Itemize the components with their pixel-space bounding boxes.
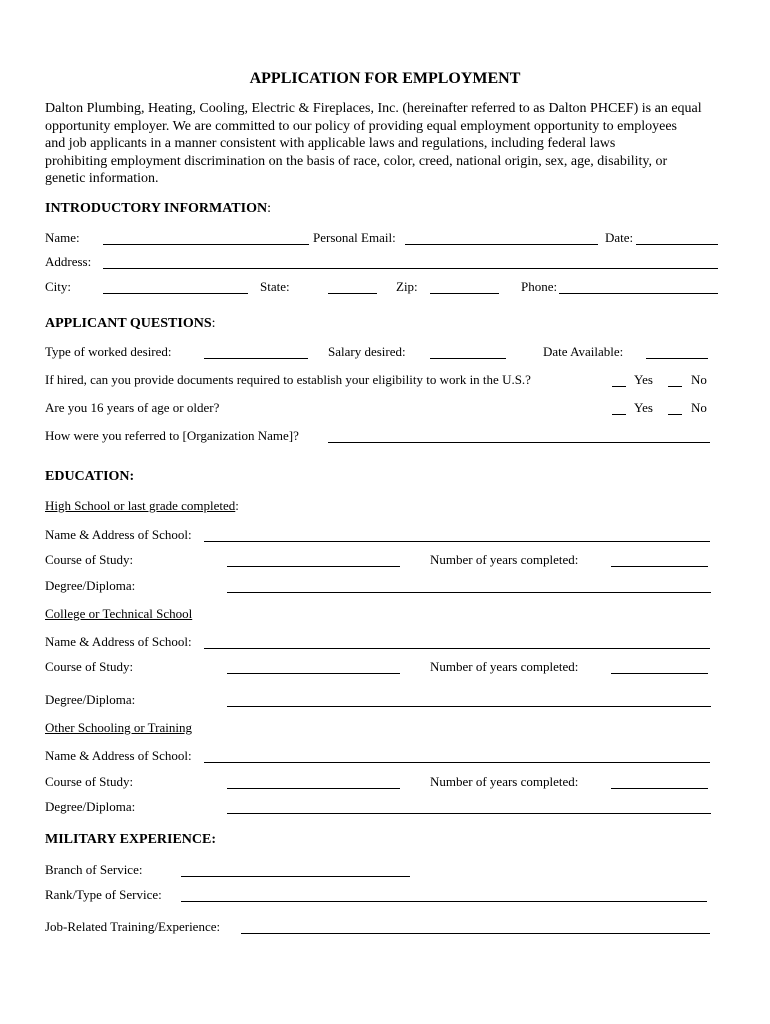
rank-label: Rank/Type of Service:	[45, 887, 162, 902]
applicant-heading: APPLICANT QUESTIONS:	[45, 316, 216, 331]
intro-line: Dalton Plumbing, Heating, Cooling, Electric & Fireplaces, Inc. (hereinafter referred to as Dalton PHCEF) is an equal	[45, 101, 702, 116]
other-course-field[interactable]	[227, 788, 400, 789]
no-label: No	[691, 372, 707, 387]
city-label: City:	[45, 279, 72, 294]
hs-years-field[interactable]	[611, 566, 708, 567]
course-label: Course of Study:	[45, 552, 134, 567]
eligibility-yes-field[interactable]	[612, 386, 626, 387]
yes-label: Yes	[634, 400, 653, 415]
other-school-field[interactable]	[204, 762, 710, 763]
age-no-field[interactable]	[668, 414, 682, 415]
hs-degree-field[interactable]	[227, 592, 711, 593]
course-label: Course of Study:	[45, 659, 134, 674]
referred-label: How were you referred to [Organization Name]?	[45, 428, 299, 443]
branch-label: Branch of Service:	[45, 862, 143, 877]
training-label: Job-Related Training/Experience:	[45, 919, 221, 934]
referred-field[interactable]	[328, 442, 710, 443]
yes-label: Yes	[634, 372, 653, 387]
zip-label: Zip:	[396, 279, 418, 294]
college-degree-field[interactable]	[227, 706, 711, 707]
other-degree-field[interactable]	[227, 813, 711, 814]
hs-course-field[interactable]	[227, 566, 400, 567]
no-label: No	[691, 400, 707, 415]
phone-label: Phone:	[521, 279, 558, 294]
phone-field[interactable]	[559, 293, 718, 294]
email-field[interactable]	[405, 244, 598, 245]
email-label: Personal Email:	[313, 230, 396, 245]
intro-line: genetic information.	[45, 171, 159, 186]
work-desired-field[interactable]	[204, 358, 308, 359]
college-course-field[interactable]	[227, 673, 400, 674]
degree-label: Degree/Diploma:	[45, 692, 136, 707]
date-field[interactable]	[636, 244, 718, 245]
age-yes-field[interactable]	[612, 414, 626, 415]
course-label: Course of Study:	[45, 774, 134, 789]
state-label: State:	[260, 279, 290, 294]
name-field[interactable]	[103, 244, 309, 245]
degree-label: Degree/Diploma:	[45, 578, 136, 593]
address-label: Address:	[45, 254, 92, 269]
other-years-field[interactable]	[611, 788, 708, 789]
school-label: Name & Address of School:	[45, 748, 192, 763]
name-label: Name:	[45, 230, 80, 245]
introductory-heading: INTRODUCTORY INFORMATION:	[45, 201, 271, 216]
address-field[interactable]	[103, 268, 718, 269]
date-available-field[interactable]	[646, 358, 708, 359]
years-label: Number of years completed:	[430, 774, 579, 789]
age-question: Are you 16 years of age or older?	[45, 400, 220, 415]
high-school-heading: High School or last grade completed:	[45, 498, 239, 513]
page-title: APPLICATION FOR EMPLOYMENT	[249, 70, 521, 87]
hs-school-field[interactable]	[204, 541, 710, 542]
rank-field[interactable]	[181, 901, 707, 902]
college-years-field[interactable]	[611, 673, 708, 674]
salary-field[interactable]	[430, 358, 506, 359]
school-label: Name & Address of School:	[45, 634, 192, 649]
years-label: Number of years completed:	[430, 659, 579, 674]
college-school-field[interactable]	[204, 648, 710, 649]
education-heading: EDUCATION:	[45, 469, 135, 484]
training-field[interactable]	[241, 933, 710, 934]
eligibility-question: If hired, can you provide documents required to establish your eligibility to work in the U.S.?	[45, 372, 531, 387]
branch-field[interactable]	[181, 876, 410, 877]
salary-label: Salary desired:	[328, 344, 406, 359]
intro-line: and job applicants in a manner consistent with applicable laws and regulations, including federal laws	[45, 136, 616, 151]
college-heading: College or Technical School	[45, 606, 193, 621]
work-desired-label: Type of worked desired:	[45, 344, 172, 359]
date-label: Date:	[605, 230, 634, 245]
school-label: Name & Address of School:	[45, 527, 192, 542]
intro-paragraph	[45, 100, 725, 188]
degree-label: Degree/Diploma:	[45, 799, 136, 814]
intro-line: prohibiting employment discrimination on the basis of race, color, creed, national origin, sex, age, disability, or	[45, 153, 668, 169]
other-schooling-heading: Other Schooling or Training	[45, 720, 192, 735]
zip-field[interactable]	[430, 293, 499, 294]
military-heading: MILITARY EXPERIENCE:	[45, 832, 217, 847]
years-label: Number of years completed:	[430, 552, 579, 567]
eligibility-no-field[interactable]	[668, 386, 682, 387]
state-field[interactable]	[328, 293, 377, 294]
city-field[interactable]	[103, 293, 248, 294]
intro-line: opportunity employer. We are committed to our policy of providing equal employment opportunity to employees	[45, 118, 677, 134]
date-available-label: Date Available:	[543, 344, 624, 359]
